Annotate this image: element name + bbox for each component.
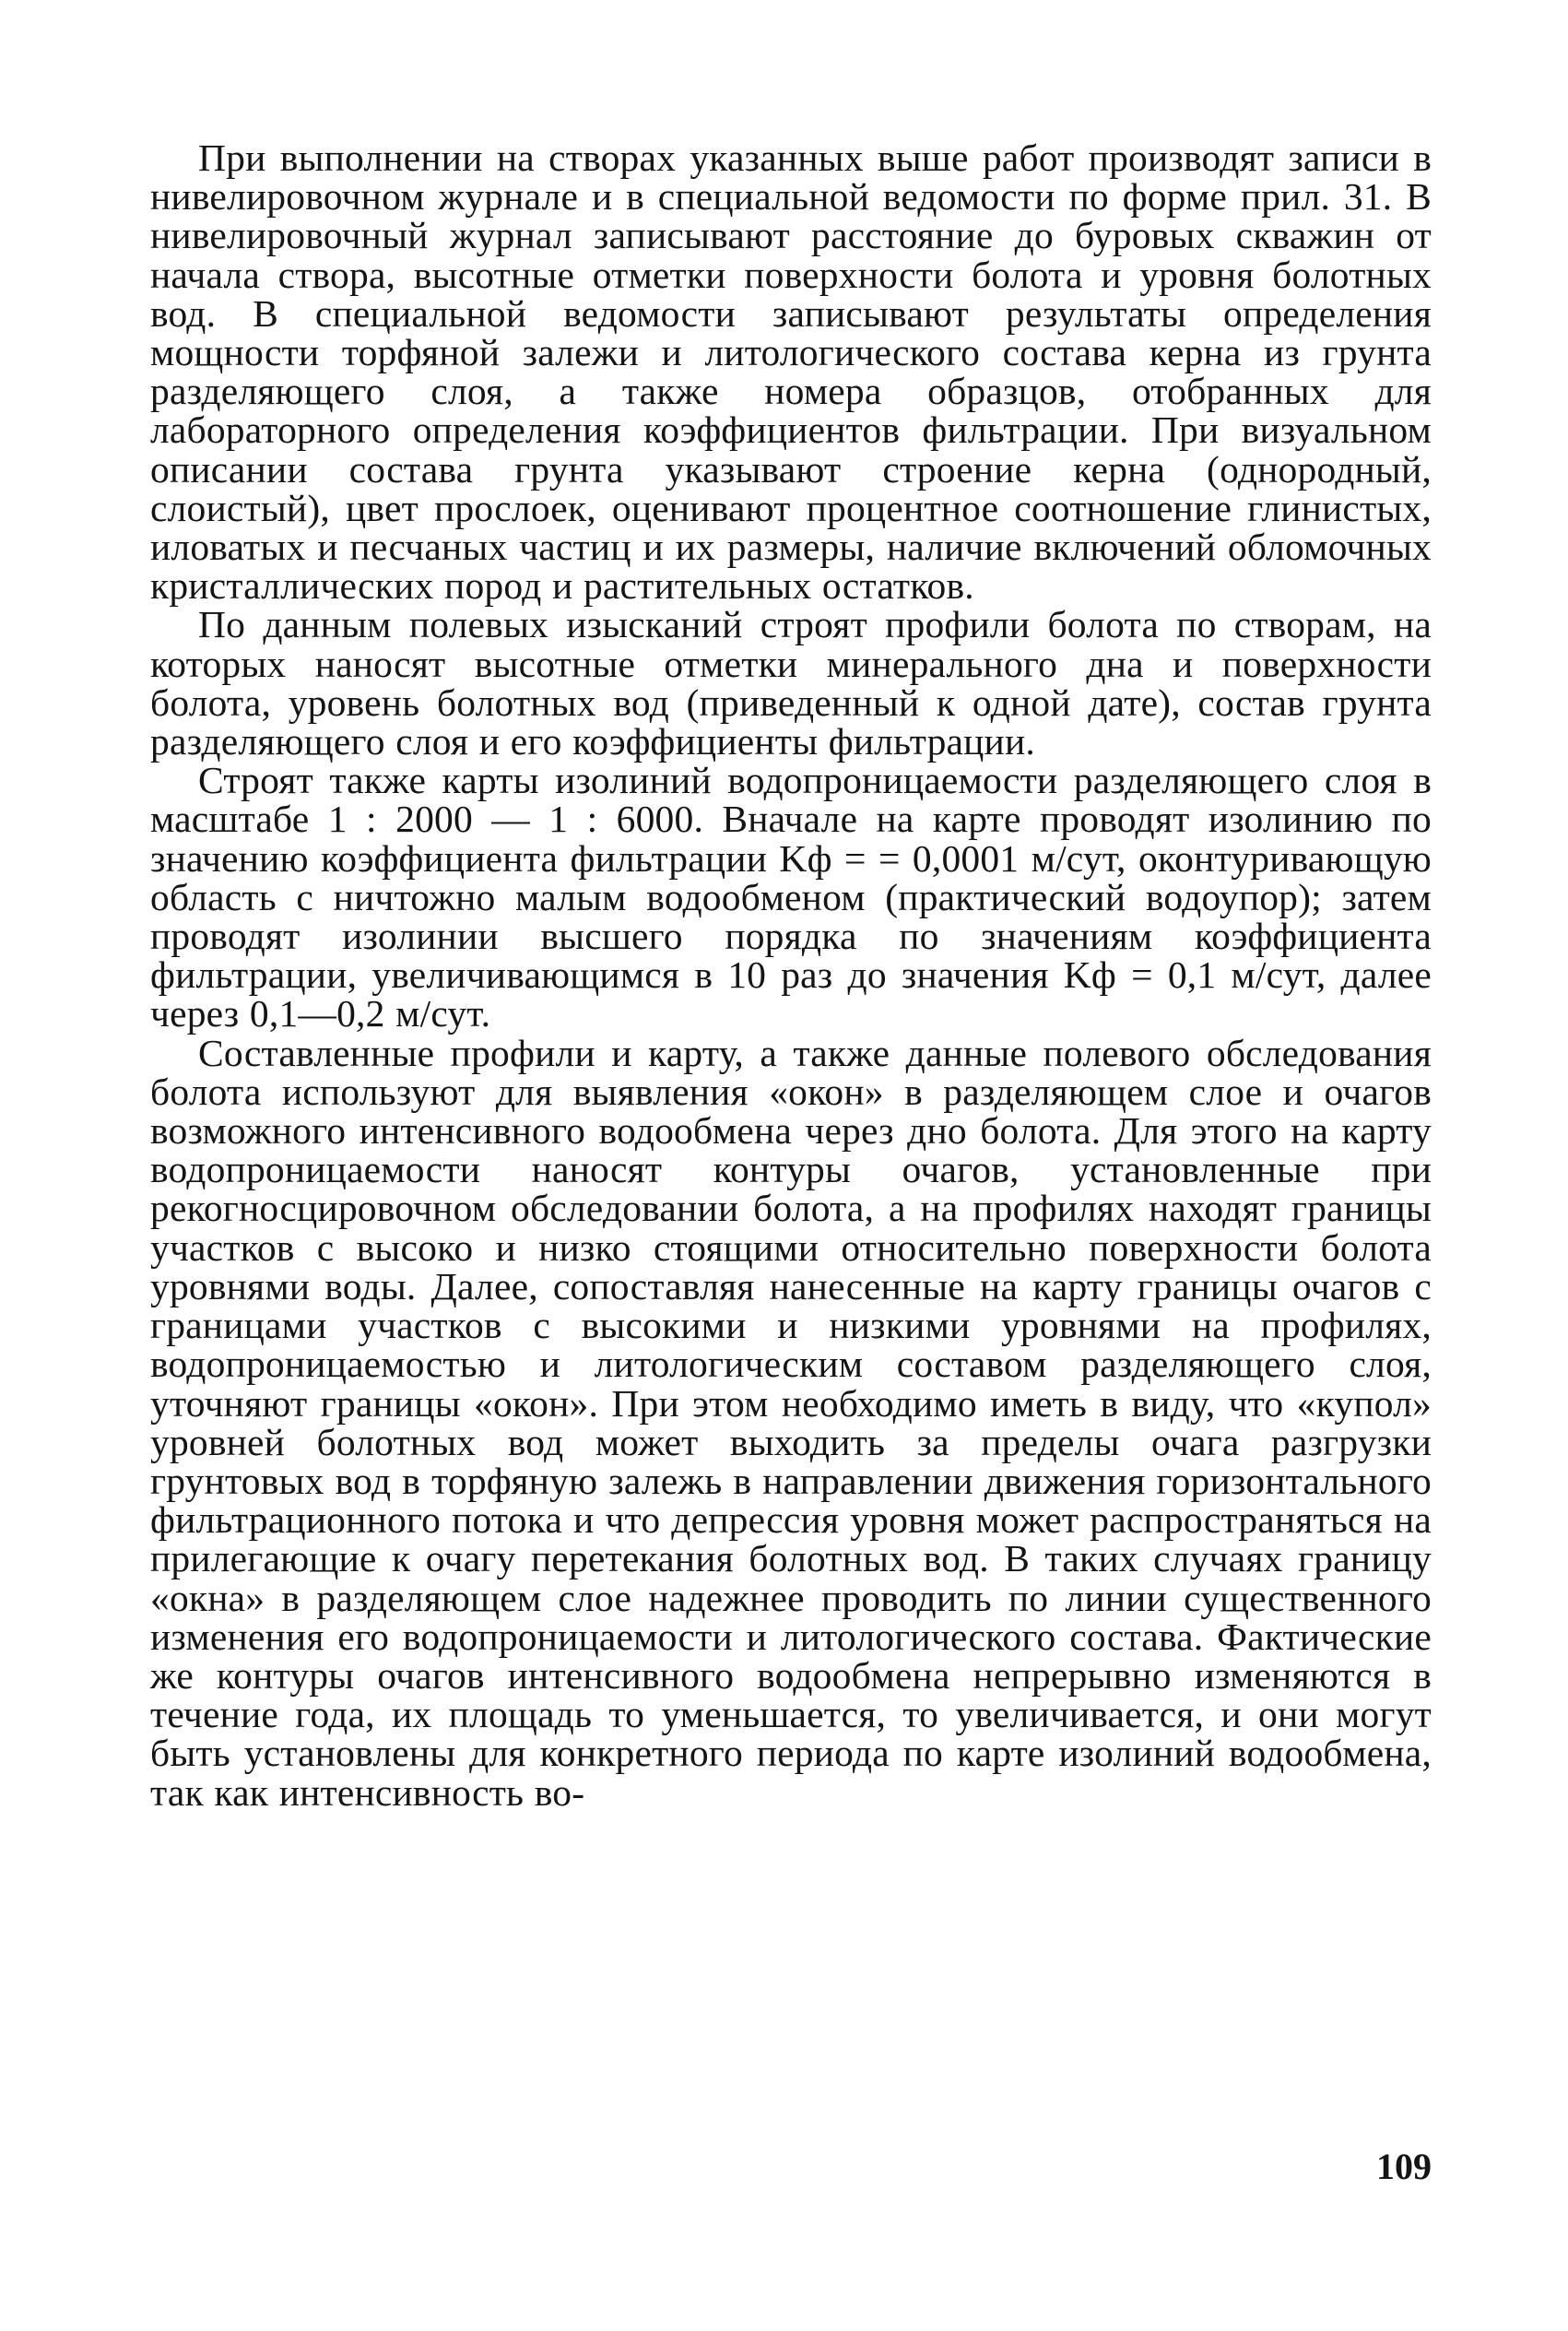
paragraph-field-records: При выполнении на створах указанных выше работ производят записи в нивелировочном журнале и в специальной ведомости по форме прил. 31. В нивелировочный журнал записывают расстояние до буровых скважин от начала створа, высотные отметки поверхности болота и уровня болотных вод. В специальной ведомости записывают результаты определения мощности торфяной залежи и литологического состава керна из грунта разделяющего слоя, а также номера образцов, отобранных для лабораторного определения коэффициентов фильтрации. При визуальном описании состава грунта указывают строение керна (однородный, слоистый), цвет прослоек, оценивают процентное соотношение глинистых, иловатых и песчаных частиц и их размеры, наличие включений обломочных кристаллических пород и растительных остатков.: [150, 136, 1432, 608]
page-body: [150, 138, 1432, 1812]
page-number: 109: [1376, 2146, 1432, 2187]
paragraph-permeability-maps: Строят также карты изолиний водопроницаемости разделяющего слоя в масштабе 1 : 2000 — 1 : 6000. Вначале на карте проводят изолинию по значению коэффициента фильтрации Kф = = 0,0001 м/сут, оконтуривающую область с ничтожно малым водообменом (практический водоупор); затем проводят изолинии высшего порядка по значениям коэффициента фильтрации, увеличивающимся в 10 раз до значения Kф = 0,1 м/сут, далее через 0,1—0,2 м/сут.: [150, 759, 1432, 1035]
paragraph-bog-profiles: По данным полевых изысканий строят профили болота по створам, на которых наносят высотные отметки минерального дна и поверхности болота, уровень болотных вод (приведенный к одной дате), состав грунта разделяющего слоя и его коэффициенты фильтрации.: [150, 603, 1432, 763]
paragraph-windows-detection: Составленные профили и карту, а также данные полевого обследования болота используют для выявления «окон» в разделяющем слое и очагов возможного интенсивного водообмена через дно болота. Для этого на карту водопроницаемости наносят контуры очагов, установленные при рекогносцировочном обследовании болота, а на профилях находят границы участков с высоко и низко стоящими относительно поверхности болота уровнями воды. Далее, сопоставляя нанесенные на карту границы очагов с границами участков с высокими и низкими уровнями на профилях, водопроницаемостью и литологическим составом разделяющего слоя, уточняют границы «окон». При этом необходимо иметь в виду, что «купол» уровней болотных вод может выходить за пределы очага разгрузки грунтовых вод в торфяную залежь в направлении движения горизонтального фильтрационного потока и что депрессия уровня может распространяться на прилегающие к очагу перетекания болотных вод. В таких случаях границу «окна» в разделяющем слое надежнее проводить по линии существенного изменения его водопроницаемости и литологического состава. Фактические же контуры очагов интенсивного водообмена непрерывно изменяются в течение года, их площадь то уменьшается, то увеличивается, и они могут быть установлены для конкретного периода по карте изолиний водообмена, так как интенсивность во-: [150, 1031, 1432, 1814]
